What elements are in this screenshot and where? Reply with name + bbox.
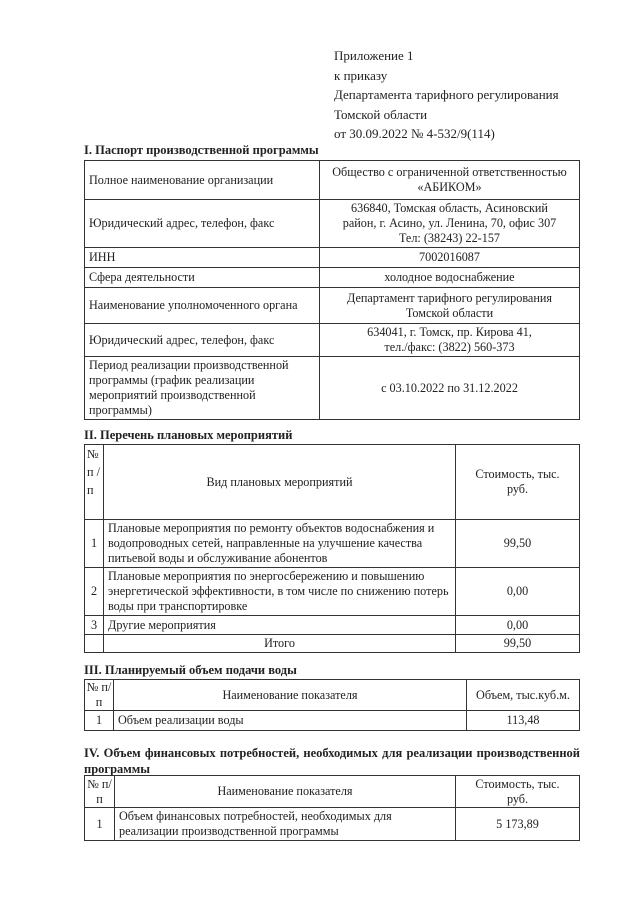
header-name: Наименование показателя: [114, 680, 467, 711]
row-value: [320, 288, 580, 324]
row-number: 1: [85, 520, 104, 568]
header-cost: Стоимость, тыс. руб.: [456, 776, 580, 808]
row-label: Юридический адрес, телефон, факс: [85, 324, 320, 357]
value-line: Тел: (38243) 22-157: [398, 231, 501, 245]
value-line: Томской области: [405, 305, 494, 320]
passport-table: [84, 160, 580, 420]
value-line: холодное водоснабжение: [384, 270, 515, 284]
row-name: Объем реализации воды: [114, 711, 467, 731]
row-number: 3: [85, 616, 104, 635]
header-line: Томской области: [334, 106, 428, 122]
header-line: к приказу: [334, 67, 388, 83]
table-row: [85, 268, 580, 288]
table-row: [85, 568, 580, 616]
row-label: Полное наименование организации: [85, 161, 320, 200]
table-header-row: [85, 445, 580, 520]
row-cost: 0,00: [456, 616, 580, 635]
row-name: Другие мероприятия: [104, 616, 456, 635]
value-line: Общество с ограниченной ответственностью: [332, 165, 567, 179]
row-value: [320, 200, 580, 248]
total-row: [85, 635, 580, 653]
row-label: Период реализации производственной программы (график реализации мероприятий производственной программы): [85, 357, 320, 420]
row-name: Плановые мероприятия по энергосбережению и повышению энергетической эффективности, в том числе по снижению потерь воды при транспортировке: [104, 568, 456, 616]
value-line: Департамент тарифного регулирования: [347, 290, 552, 305]
table-row: [85, 711, 580, 731]
activities-table: [84, 444, 580, 653]
table-row: [85, 808, 580, 841]
row-label: Сфера деятельности: [85, 268, 320, 288]
value-line: тел./факс: (3822) 560-373: [384, 340, 515, 354]
row-label: Юридический адрес, телефон, факс: [85, 200, 320, 248]
value-line: «АБИКОМ»: [417, 180, 482, 194]
section3-title: III. Планируемый объем подачи воды: [84, 663, 297, 677]
row-value: [320, 268, 580, 288]
table-row: [85, 616, 580, 635]
row-number: 1: [85, 711, 114, 731]
value-line: 7002016087: [419, 250, 480, 264]
row-value: [320, 357, 580, 420]
row-label: ИНН: [85, 248, 320, 268]
header-number: № п/п: [85, 776, 115, 808]
table-header-row: [85, 776, 580, 808]
header-volume: Объем, тыс.куб.м.: [467, 680, 580, 711]
row-value: [320, 324, 580, 357]
total-label: Итого: [104, 635, 456, 653]
row-label: Наименование уполномоченного органа: [85, 288, 320, 324]
header-number: № п/п: [85, 680, 114, 711]
row-number: 2: [85, 568, 104, 616]
row-value: [320, 161, 580, 200]
table-row: [85, 324, 580, 357]
table-header-row: [85, 680, 580, 711]
table-row: [85, 357, 580, 420]
row-value: 113,48: [467, 711, 580, 731]
header-number: № п / п: [85, 445, 104, 520]
row-name: Плановые мероприятия по ремонту объектов водоснабжения и водопроводных сетей, направленные на улучшение качества питьевой воды и обслуживание абонентов: [104, 520, 456, 568]
header-cost: Стоимость, тыс. руб.: [456, 445, 580, 520]
table-row: [85, 288, 580, 324]
row-number: 1: [85, 808, 115, 841]
value-line: район, г. Асино, ул. Ленина, 70, офис 307: [342, 216, 557, 230]
row-value: [320, 248, 580, 268]
value-line: 636840, Томская область, Асиновский: [351, 201, 548, 215]
row-cost: 99,50: [456, 520, 580, 568]
value-line: с 03.10.2022 по 31.12.2022: [381, 380, 518, 395]
row-cost: 0,00: [456, 568, 580, 616]
row-value: 5 173,89: [456, 808, 580, 841]
section1-title: I. Паспорт производственной программы: [84, 143, 319, 157]
table-row: [85, 520, 580, 568]
header-line: от 30.09.2022 № 4-532/9(114): [334, 126, 495, 141]
header-line: Приложение 1: [334, 48, 414, 63]
water-volume-table: [84, 679, 580, 731]
value-line: 634041, г. Томск, пр. Кирова 41,: [367, 325, 532, 339]
appendix-header: [334, 46, 559, 144]
section2-title: II. Перечень плановых мероприятий: [84, 428, 293, 442]
section4-title: IV. Объем финансовых потребностей, необходимых для реализации производственной программы: [84, 746, 580, 776]
header-name: Наименование показателя: [115, 776, 456, 808]
table-row: [85, 248, 580, 268]
empty-cell: [85, 635, 104, 653]
row-name: Объем финансовых потребностей, необходимых для реализации производственной программы: [115, 808, 456, 841]
header-line: Департамента тарифного регулирования: [334, 87, 559, 102]
table-row: [85, 161, 580, 200]
table-row: [85, 200, 580, 248]
financial-table: [84, 775, 580, 841]
total-value: 99,50: [456, 635, 580, 653]
header-name: Вид плановых мероприятий: [104, 445, 456, 520]
